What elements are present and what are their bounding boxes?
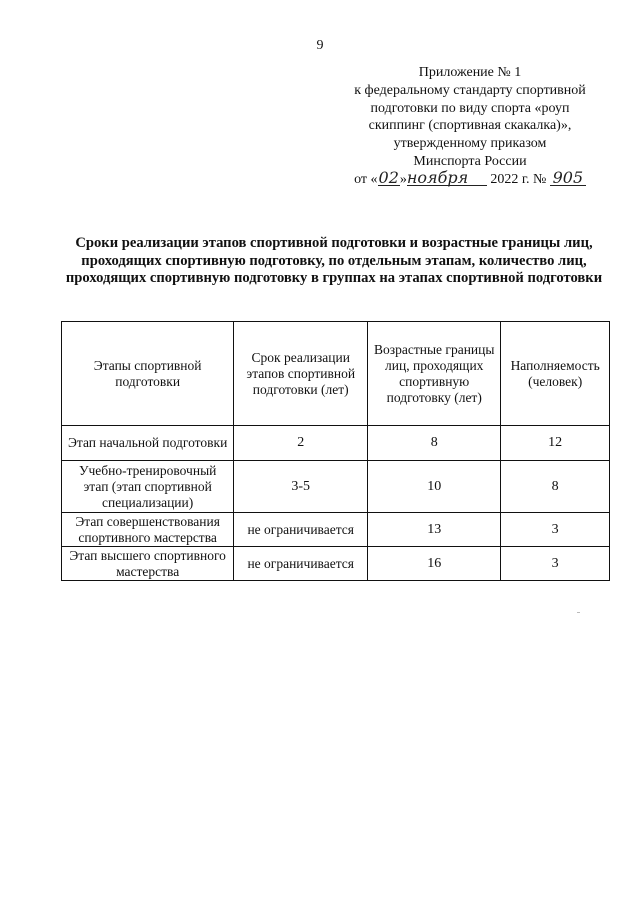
stage-group-size: 3 — [501, 513, 610, 547]
appendix-line: подготовки по виду спорта «роуп — [370, 100, 570, 116]
stage-group-size: 12 — [501, 426, 610, 461]
appendix-line: скиппинг (спортивная скакалка)», — [368, 118, 572, 134]
header-duration: Срок реализации этапов спортивной подготовки (лет) — [234, 322, 368, 426]
stage-name: Этап высшего спортивного мастерства — [62, 547, 234, 581]
appendix-line: Приложение № 1 — [418, 65, 522, 80]
stage-age: 8 — [368, 426, 501, 461]
appendix-line: Минспорта России — [413, 153, 527, 169]
stage-duration: 3-5 — [234, 461, 368, 513]
scan-artifact — [577, 612, 580, 613]
handwritten-order-number: 905 — [550, 171, 586, 186]
stage-name: Учебно-тренировочный этап (этап спортивной специализации) — [62, 461, 234, 513]
table-row — [62, 547, 610, 581]
document-title: Сроки реализации этапов спортивной подготовки и возрастные границы лиц, проходящих спортивную подготовку, по отдельным этапам, количество лиц, проходящих спортивную подготовку в группах на этапах спортивной подготовки — [65, 235, 603, 287]
header-group-size: Наполняемость (человек) — [501, 322, 610, 426]
appendix-line: утвержденному приказом — [393, 136, 547, 152]
stages-table — [61, 321, 610, 581]
appendix-line: к федеральному стандарту спортивной — [354, 82, 586, 98]
stage-duration: не ограничивается — [234, 547, 368, 581]
stage-name: Этап начальной подготовки — [62, 426, 234, 461]
stage-name: Этап совершенствования спортивного мастерства — [62, 513, 234, 547]
stage-group-size: 8 — [501, 461, 610, 513]
table-header-row — [62, 322, 610, 426]
header-stages: Этапы спортивной подготовки — [62, 322, 234, 426]
order-date-line — [330, 167, 610, 189]
header-age-limits: Возрастные границы лиц, проходящих спортивную подготовку (лет) — [368, 322, 501, 426]
stage-age: 16 — [368, 547, 501, 581]
stage-age: 10 — [368, 461, 501, 513]
stage-group-size: 3 — [501, 547, 610, 581]
appendix-header — [330, 64, 610, 189]
handwritten-month: ноября — [407, 171, 487, 186]
stage-age: 13 — [368, 513, 501, 547]
table-row — [62, 513, 610, 547]
date-prefix: от « — [354, 171, 378, 187]
date-year: 2022 г. № — [490, 171, 547, 187]
date-separator: » — [399, 171, 407, 187]
table-row — [62, 461, 610, 513]
page-number: 9 — [316, 38, 324, 53]
table-row — [62, 426, 610, 461]
stage-duration: 2 — [234, 426, 368, 461]
handwritten-day: 02 — [378, 167, 399, 187]
stage-duration: не ограничивается — [234, 513, 368, 547]
